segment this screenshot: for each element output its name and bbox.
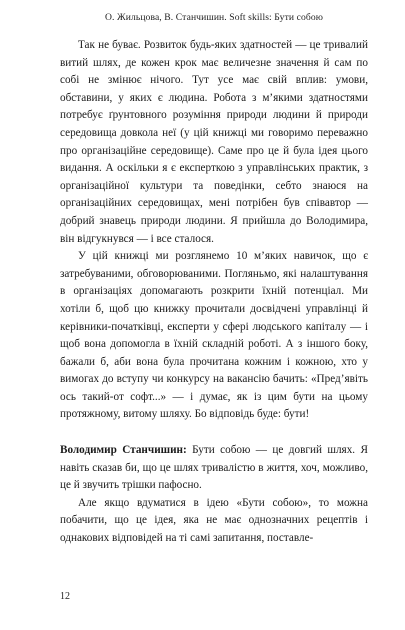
speaker-text: Бути собою — це довгий шлях. Я навіть сказав би, що це шлях тривалістю в життя, хоч, можливо, це й звучить трішки пафосно. bbox=[60, 444, 368, 492]
paragraph-3 bbox=[60, 442, 368, 495]
paragraph-1: Так не буває. Розвиток будь-яких здатностей — це тривалий витий шлях, де кожен крок має величезне значення й сам по собі не змінює нічого. Тут усе має свій вплив: умови, обставини, у яких є людина. Робота з м’якими здатностями потребує ґрунтовного розуміння природи людини й природи середовища довкола неї (у цій книжці ми говоримо переважно про організаційне середовище). Саме про це й була ідея цього видання. А оскільки я є експерткою з управлінських практик, з організаційної культури та поведінки, себто знаюся на організаційних середовищах, мені потрібен був співавтор — добрий знавець природи людини. Я прийшла до Володимира, він відгукнувся — і все сталося. bbox=[60, 39, 368, 245]
section-gap bbox=[60, 424, 368, 442]
running-header: О. Жильцова, В. Станчишин. Soft skills: Бути собою bbox=[105, 12, 323, 23]
body-text bbox=[60, 37, 368, 548]
speaker-name: Володимир Станчишин: bbox=[60, 444, 187, 457]
paragraph-2: У цій книжці ми розглянемо 10 м’яких навичок, що є затребуваними, обговорюваними. Погляньмо, які налаштування в організаціях допомагають розкрити їхній потенціал. Ми хотіли б, щоб цю книжку прочитали досвідчені управлінці й керівники-початківці, експерти у сфері людського капіталу — і щоб вона допомогла в їхній складній роботі. А з іншого боку, бажали б, аби вона була прочитана кожним і кожною, хто у вимогах до вступу чи конкурсу на вакансію бачить: «Пред’явіть ось такий-от софт...» — і думає, як із цим бути на цьому протяжному, витому шляху. Бо відповідь буде: бути! bbox=[60, 250, 368, 421]
paragraph-4: Але якщо вдуматися в ідею «Бути собою», то можна побачити, що це ідея, яка не має однозначних рецептів і однакових відповідей на ті самі запитання, поставле- bbox=[60, 496, 368, 545]
page-number: 12 bbox=[60, 591, 70, 602]
